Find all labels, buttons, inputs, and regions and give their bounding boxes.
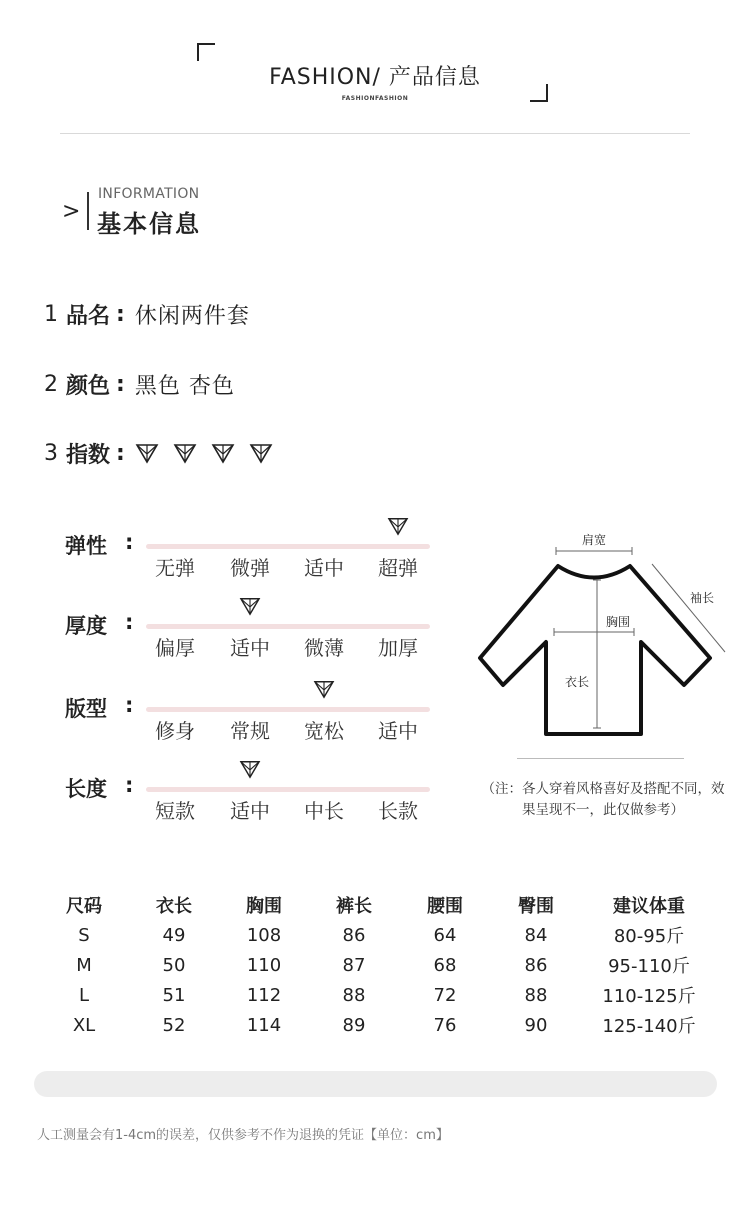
table-cell: 89 [342, 1014, 366, 1036]
scale-option: 偏厚 [155, 636, 195, 660]
chevron-right-icon: > [62, 199, 81, 224]
scale-bar [146, 787, 430, 792]
index-triangles [135, 442, 273, 464]
section-divider [87, 192, 89, 230]
scale-option: 短款 [155, 799, 195, 823]
table-header-cell: 臀围 [518, 896, 554, 917]
scale-label: 长度 [65, 777, 107, 801]
table-cell: 50 [162, 954, 186, 976]
table-cell: 90 [524, 1014, 548, 1036]
scale-option: 宽松 [304, 719, 344, 743]
scale-option: 适中 [230, 799, 270, 823]
info-number: 1 [40, 302, 62, 327]
table-row [34, 980, 717, 1010]
info-label: 品名 [66, 303, 111, 329]
scale-elasticity [65, 530, 445, 580]
table-cell: 114 [246, 1014, 282, 1036]
table-header-cell: 衣长 [156, 896, 192, 917]
scale-marker-icon [239, 596, 261, 616]
garment-measurement-diagram [470, 522, 730, 762]
shoulder-label: 肩宽 [581, 533, 607, 547]
table-cell-size: XL [72, 1014, 96, 1036]
sleeve-measure-line [652, 564, 725, 652]
table-cell-size: L [78, 984, 90, 1006]
scale-colon: : [125, 610, 134, 634]
triangle-marker-icon [135, 442, 159, 464]
scale-option: 无弹 [155, 556, 195, 580]
scale-option: 超弹 [378, 556, 418, 580]
table-cell: 88 [342, 984, 366, 1006]
table-header-cell: 腰围 [427, 896, 463, 917]
chest-label: 胸围 [605, 615, 631, 629]
table-header-cell: 建议体重 [613, 896, 685, 917]
table-cell: 84 [524, 924, 548, 946]
table-cell: 88 [524, 984, 548, 1006]
measurement-disclaimer: 人工测量会有1-4cm的误差，仅供参考不作为退换的凭证【单位：cm】 [37, 1128, 449, 1143]
triangle-marker-icon [211, 442, 235, 464]
scale-option: 适中 [378, 719, 418, 743]
scale-marker-icon [313, 679, 335, 699]
table-header-row [34, 890, 717, 920]
corner-bracket-top-left [197, 43, 215, 61]
table-cell: 112 [246, 984, 282, 1006]
diagram-divider [517, 758, 684, 759]
scale-thickness [65, 610, 445, 660]
scale-bar [146, 707, 430, 712]
table-cell: 64 [433, 924, 457, 946]
size-table [34, 890, 717, 1040]
info-value: 黑色 杏色 [134, 373, 235, 399]
scale-colon: : [125, 693, 134, 717]
info-colon: : [116, 301, 125, 327]
info-number: 3 [40, 441, 62, 466]
table-cell: 72 [433, 984, 457, 1006]
info-colon: : [116, 371, 125, 397]
scale-option: 微弹 [230, 556, 270, 580]
scale-bar [146, 544, 430, 549]
table-cell: 76 [433, 1014, 457, 1036]
info-row-color [40, 366, 235, 402]
table-cell: 125-140斤 [602, 1016, 696, 1037]
scale-option: 中长 [304, 799, 344, 823]
scale-option: 适中 [230, 636, 270, 660]
table-header-cell: 裤长 [336, 896, 372, 917]
scale-option: 长款 [378, 799, 418, 823]
table-cell: 108 [246, 924, 282, 946]
info-label: 指数 [66, 442, 111, 468]
triangle-marker-icon [249, 442, 273, 464]
scale-bar [146, 624, 430, 629]
scale-option: 修身 [155, 719, 195, 743]
table-cell-size: M [76, 954, 92, 976]
triangle-marker-icon [173, 442, 197, 464]
scale-marker-icon [239, 759, 261, 779]
section-title-en: INFORMATION [98, 186, 200, 202]
header-divider [60, 133, 690, 134]
table-header-cell: 胸围 [246, 896, 282, 917]
table-cell: 80-95斤 [613, 926, 685, 947]
scale-marker-icon [387, 516, 409, 536]
info-row-name [40, 296, 250, 332]
length-label: 衣长 [564, 675, 590, 689]
info-label: 颜色 [66, 373, 111, 399]
table-cell: 87 [342, 954, 366, 976]
scale-label: 厚度 [65, 614, 107, 638]
scale-option: 加厚 [378, 636, 418, 660]
table-cell: 86 [524, 954, 548, 976]
table-row [34, 920, 717, 950]
scale-length [65, 773, 445, 823]
table-header-cell: 尺码 [66, 896, 102, 917]
info-row-index [40, 435, 273, 471]
table-cell: 110 [246, 954, 282, 976]
table-cell: 68 [433, 954, 457, 976]
page-subtitle: FASHIONFASHION [341, 95, 409, 102]
scale-label: 弹性 [65, 534, 107, 558]
info-value: 休闲两件套 [134, 303, 250, 329]
table-cell: 95-110斤 [608, 956, 690, 977]
scale-label: 版型 [65, 697, 107, 721]
table-row [34, 1010, 717, 1040]
fit-note: （注：各人穿着风格喜好及搭配不同，效果呈现不一，此仅做参考） [481, 781, 725, 818]
section-title-cn: 基本信息 [97, 210, 201, 238]
scale-option: 常规 [230, 719, 270, 743]
garment-outline [480, 566, 710, 734]
scale-option: 微薄 [304, 636, 344, 660]
sleeve-label: 袖长 [689, 591, 715, 605]
scale-colon: : [125, 773, 134, 797]
table-cell: 86 [342, 924, 366, 946]
table-row [34, 950, 717, 980]
info-colon: : [116, 440, 125, 466]
scale-option: 适中 [304, 556, 344, 580]
table-cell: 52 [162, 1014, 186, 1036]
info-number: 2 [40, 372, 62, 397]
table-cell: 49 [162, 924, 186, 946]
empty-table-row [34, 1071, 717, 1097]
scale-colon: : [125, 530, 134, 554]
table-cell: 51 [162, 984, 186, 1006]
page-title: FASHION/ 产品信息 [269, 65, 481, 90]
table-cell-size: S [78, 924, 90, 946]
scale-fit [65, 693, 445, 743]
table-cell: 110-125斤 [602, 986, 696, 1007]
